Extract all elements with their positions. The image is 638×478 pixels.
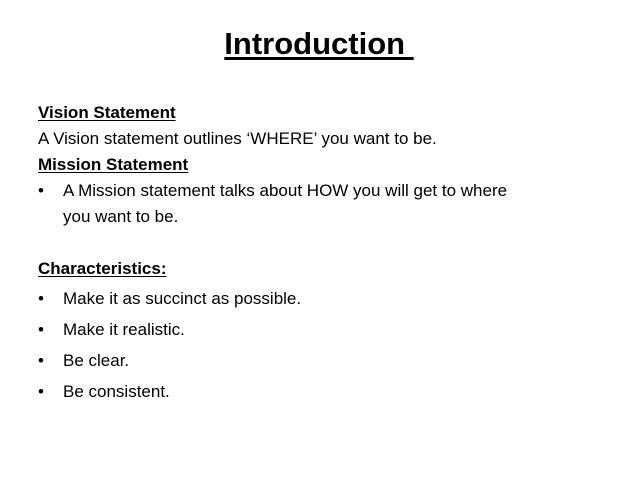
slide-body: [38, 100, 618, 405]
mission-bullet-line-2: you want to be.: [63, 207, 179, 226]
vision-text: A Vision statement outlines ‘WHERE’ you want to be.: [38, 129, 437, 148]
characteristic-item-text: Be consistent.: [63, 382, 170, 401]
spacer: [38, 230, 618, 256]
bullet-icon: •: [38, 289, 44, 308]
bullet-icon: •: [38, 320, 44, 339]
bullet-icon: •: [38, 181, 44, 200]
slide-title-text: Introduction: [224, 26, 414, 61]
mission-bullet: [38, 178, 618, 230]
bullet-icon: •: [38, 382, 44, 401]
characteristic-item-text: Make it realistic.: [63, 320, 185, 339]
characteristic-item-text: Make it as succinct as possible.: [63, 289, 302, 308]
characteristic-item-text: Be clear.: [63, 351, 130, 370]
mission-bullet-line-1: A Mission statement talks about HOW you will get to where: [63, 181, 508, 200]
characteristic-item: [38, 317, 618, 343]
characteristics-heading: Characteristics:: [38, 259, 167, 278]
characteristic-item: [38, 379, 618, 405]
mission-heading: Mission Statement: [38, 155, 189, 174]
characteristic-item: [38, 286, 618, 312]
vision-heading: Vision Statement: [38, 103, 176, 122]
slide-title: [0, 22, 638, 66]
bullet-icon: •: [38, 351, 44, 370]
characteristic-item: [38, 348, 618, 374]
